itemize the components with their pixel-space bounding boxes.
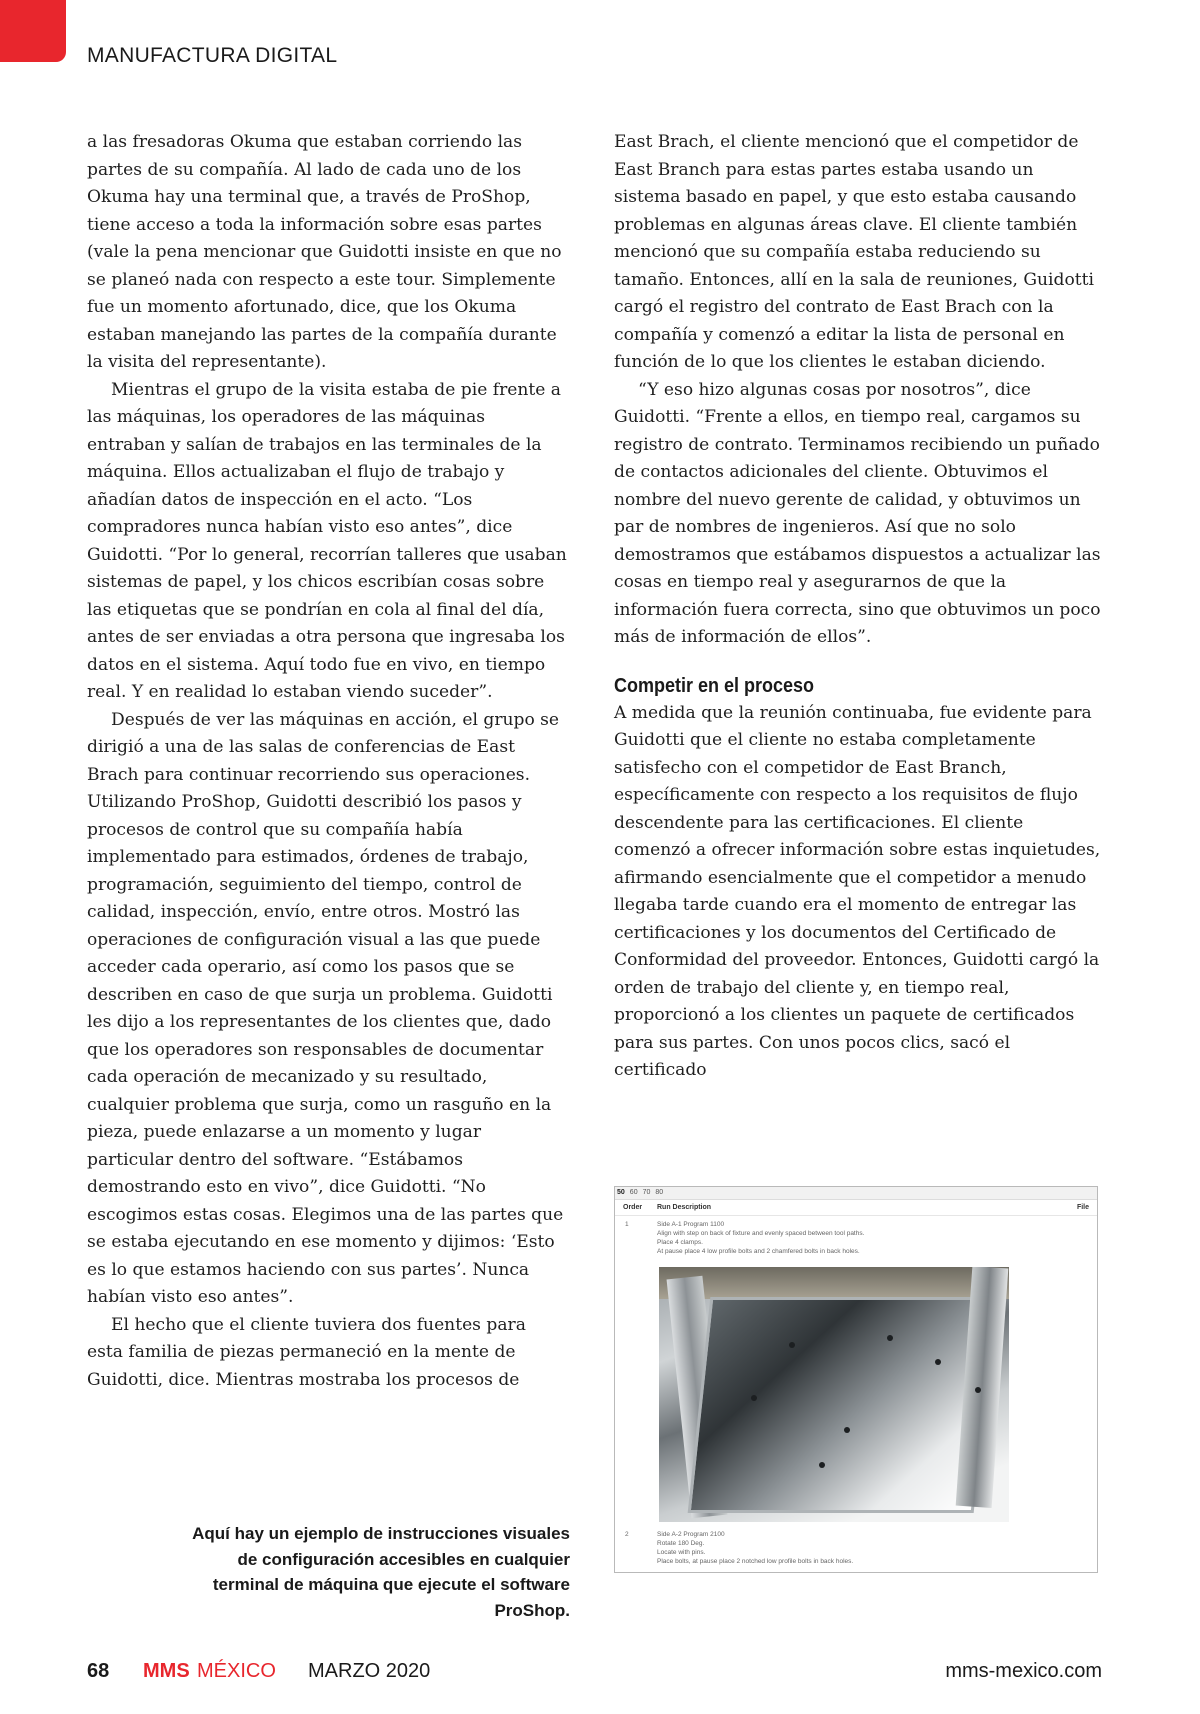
paragraph: El hecho que el cliente tuviera dos fuentes para esta familia de piezas permaneció en la mente de Guidotti, dice. Mientras mostraba los procesos de	[87, 1314, 526, 1390]
bolt-hole	[935, 1359, 941, 1365]
row-line: Rotate 180 Deg.	[657, 1540, 705, 1547]
machined-plate	[688, 1297, 997, 1513]
paragraph: East Brach, el cliente mencionó que el competidor de East Branch para estas partes estaba usando un sistema basado en papel, y que esto estaba causando problemas en algunas áreas clave. El cliente también mencionó que su compañía estaba reduciendo su tamaño. Entonces, allí en la sala de reuniones, Guidotti cargó el registro del contrato de East Brach con la compañía y comenzó a editar la lista de personal en función de lo que los clientes le estaban diciendo.	[614, 132, 1094, 372]
figure-tab-strip	[615, 1187, 1097, 1200]
magazine-brand: MMS	[143, 1660, 190, 1682]
paragraph: a las fresadoras Okuma que estaban corriendo las partes de su compañía. Al lado de cada uno de los Okuma hay una terminal que, a través de ProShop, tiene acceso a toda la información sobre esas partes (vale la pena mencionar que Guidotti insiste en que no se planeó nada con respecto a este tour. Simplemente fue un momento afortunado, dice, que los Okuma estaban manejando las partes de la compañía durante la visita del representante).	[87, 132, 562, 372]
row-line: Locate with pins.	[657, 1549, 706, 1556]
paragraph: Mientras el grupo de la visita estaba de pie frente a las máquinas, los operadores de las máquinas entraban y salían de trabajos en las terminales de la máquina. Ellos actualizaban el flujo de trabajo y añadían datos de inspección en el acto. “Los compradores nunca habían visto eso antes”, dice Guidotti. “Por lo general, recorrían talleres que usaban sistemas de papel, y los chicos escribían cosas sobre las etiquetas que se pondrían en cola al final del día, antes de ser enviadas a otra persona que ingresaba los datos en el sistema. Aquí todo fue en vivo, en tiempo real. Y en realidad lo estaban viendo suceder”.	[87, 379, 567, 702]
bolt-hole	[789, 1342, 795, 1348]
figure-tab: 60	[629, 1189, 638, 1196]
column-run-description: Run Description	[657, 1204, 712, 1211]
row-line: Align with step on back of fixture and evenly spaced between tool paths.	[657, 1230, 865, 1237]
section-title: MANUFACTURA DIGITAL	[87, 44, 338, 67]
right-column	[614, 129, 1102, 1085]
bolt-hole	[844, 1427, 850, 1433]
bolt-hole	[975, 1387, 981, 1393]
bolt-hole	[887, 1335, 893, 1341]
paragraph: Después de ver las máquinas en acción, el grupo se dirigió a una de las salas de conferencias de East Brach para continuar recorriendo sus operaciones. Utilizando ProShop, Guidotti describió los pasos y procesos de control que su compañía había implementado para estimados, órdenes de trabajo, programación, seguimiento del tiempo, control de calidad, inspección, envío, entre otros. Mostró las operaciones de configuración visual a las que puede acceder cada operario, así como los pasos que se describen en caso de que surja un problema. Guidotti les dijo a los representantes de los clientes que, dado que los operadores son responsables de documentar cada operación de mecanizado y su resultado, cualquier problema que surja, como un rasguño en la pieza, puede enlazarse a un momento y lugar particular dentro del software. “Estábamos demostrando esto en vivo”, dice Guidotti. “No escogimos estas cosas. Elegimos una de las partes que se estaba ejecutando en ese momento y dijimos: ‘Esto es lo que estamos haciendo con sus partes’. Nunca habían visto eso antes”.	[87, 709, 564, 1307]
column-order: Order	[623, 1204, 643, 1211]
left-column	[87, 129, 567, 1394]
column-file: File	[1076, 1204, 1089, 1211]
page-number: 68	[87, 1660, 110, 1682]
row-line: Side A-1 Program 1100	[657, 1221, 725, 1228]
fixture-photo	[659, 1267, 1009, 1522]
setup-instructions-figure	[614, 1186, 1098, 1573]
row-order: 1	[625, 1221, 629, 1228]
figure-tab: 70	[642, 1189, 651, 1196]
magazine-brand-country: MÉXICO	[197, 1660, 276, 1682]
row-line: Place bolts, at pause place 2 notched low profile bolts in back holes.	[657, 1558, 854, 1565]
bolt-hole	[751, 1395, 757, 1401]
bolt-hole	[819, 1462, 825, 1468]
figure-tab: 80	[655, 1189, 664, 1196]
figure-caption: Aquí hay un ejemplo de instrucciones visuales de configuración accesibles en cualquier terminal de máquina que ejecute el software ProShop.	[192, 1524, 570, 1620]
photo-background	[659, 1267, 1009, 1299]
section-subhead: Competir en el proceso	[614, 674, 815, 697]
section-color-tab	[0, 0, 66, 62]
row-line: Side A-2 Program 2100	[657, 1531, 725, 1538]
page-footer	[87, 1658, 1102, 1684]
figure-tab: 50	[617, 1189, 625, 1196]
issue-date: MARZO 2020	[308, 1660, 431, 1682]
row-order: 2	[625, 1531, 629, 1538]
row-line: At pause place 4 low profile bolts and 2 chamfered bolts in back holes.	[657, 1248, 860, 1255]
paragraph: “Y eso hizo algunas cosas por nosotros”, dice Guidotti. “Frente a ellos, en tiempo real, cargamos su registro de contrato. Terminamos recibiendo un puñado de contactos adicionales del cliente. Obtuvimos el nombre del nuevo gerente de calidad, y obtuvimos un par de nombres de ingenieros. Así que no solo demostramos que estábamos dispuestos a actualizar las cosas en tiempo real y asegurarnos de que la información fuera correcta, sino que obtuvimos un poco más de información de ellos”.	[614, 379, 1101, 647]
row-line: Place 4 clamps.	[657, 1239, 703, 1246]
website-link[interactable]: mms-mexico.com	[945, 1660, 1102, 1682]
paragraph: A medida que la reunión continuaba, fue evidente para Guidotti que el cliente no estaba completamente satisfecho con el competidor de East Branch, específicamente con respecto a los requisitos de flujo descendente para las certificaciones. El cliente comenzó a ofrecer información sobre estas inquietudes, afirmando esencialmente que el competidor a menudo llegaba tarde cuando era el momento de entregar las certificaciones y los documentos del Certificado de Conformidad del proveedor. Entonces, Guidotti cargó la orden de trabajo del cliente y, en tiempo real, proporcionó a los clientes un paquete de certificados para sus partes. Con unos pocos clics, sacó el certificado	[614, 702, 1101, 1080]
figure-table-header	[615, 1201, 1097, 1216]
